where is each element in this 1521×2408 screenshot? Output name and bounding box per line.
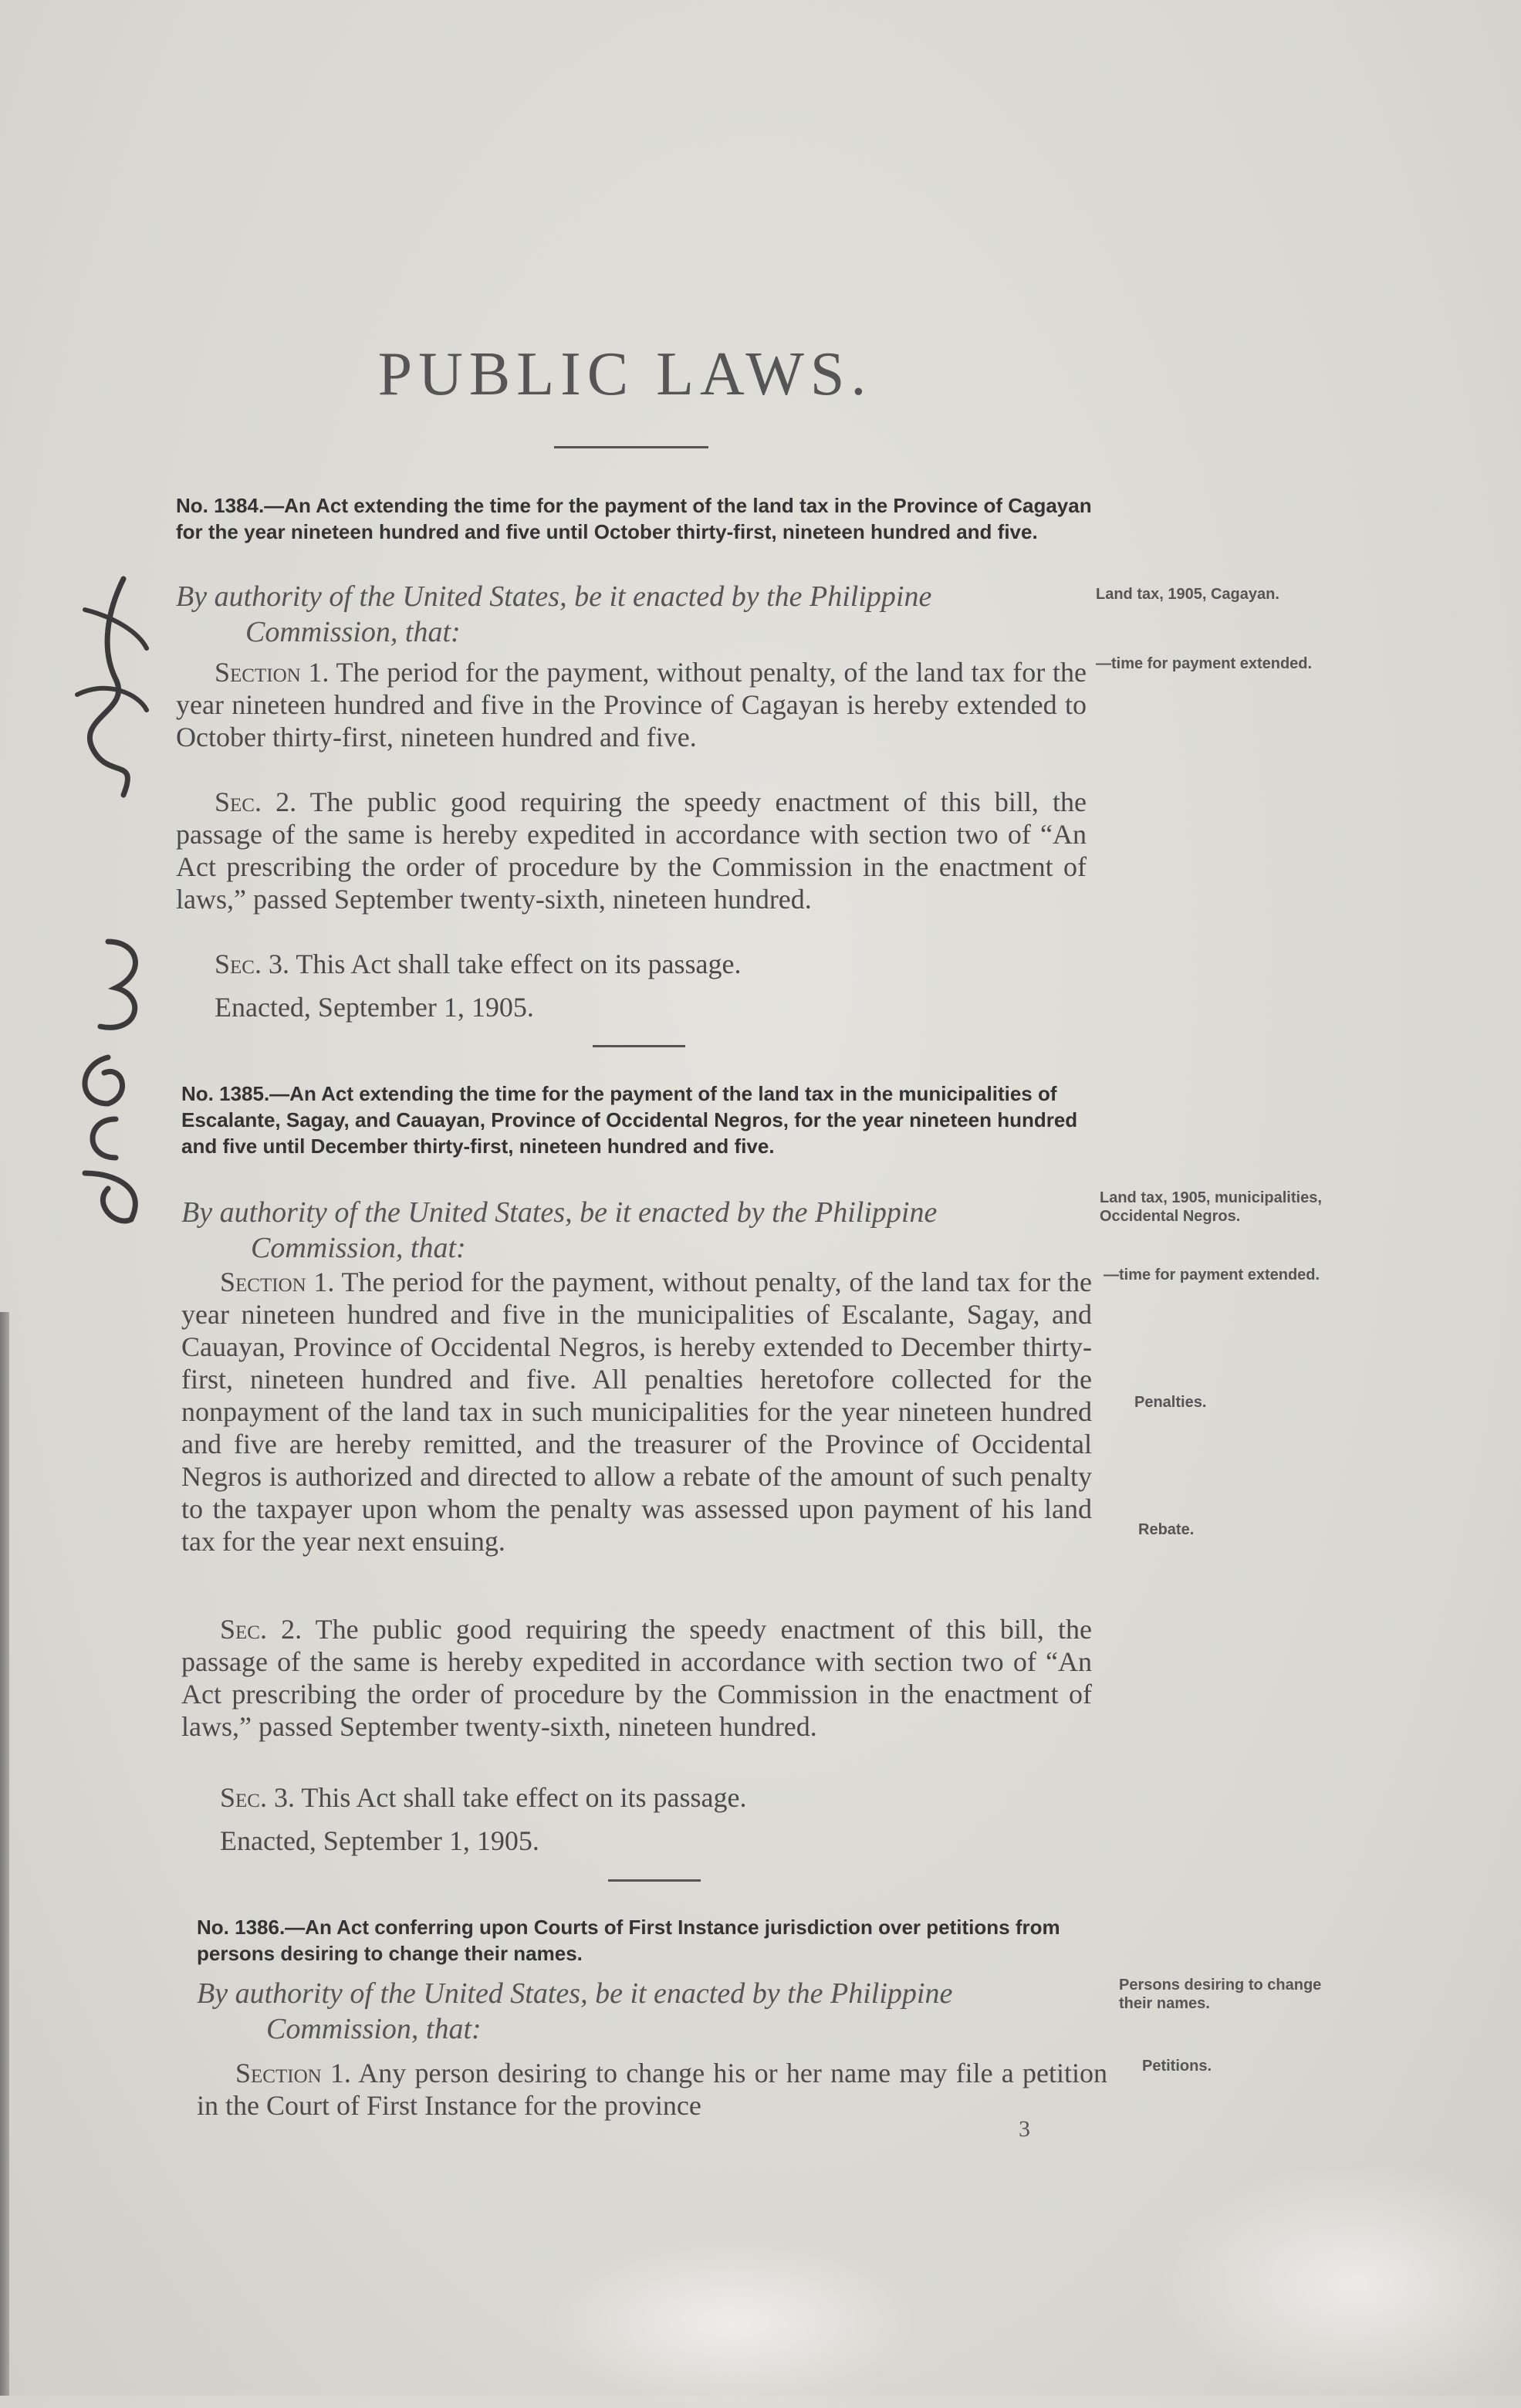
page-title: PUBLIC LAWS. xyxy=(377,340,873,408)
handwritten-note-lower xyxy=(31,926,170,1235)
enacting-clause: By authority of the United States, be it enacted by the Philippine Commission, that: xyxy=(181,1196,938,1264)
handwritten-note-upper xyxy=(31,563,170,818)
section-paragraph: Sec. 2. The public good requiring the speedy enactment of this bill, the passage of the same is hereby expedited in accordance with section two of “An Act prescribing the order of procedure by the Commission in the enactment of laws,” passed September twenty-sixth, nineteen hundred. xyxy=(181,1614,1093,1742)
margin-note: —time for payment extended. xyxy=(1096,655,1313,672)
page-number: 3 xyxy=(1019,2116,1030,2142)
act-number: No. 1385. xyxy=(181,1082,270,1105)
section-paragraph: Section 1. The period for the payment, without penalty, of the land tax for the year nineteen hundred and five in the municipalities of Escalante, Sagay, and Cauayan, Province of Occidental Negros, is hereby extended to December thirty-first, nineteen hundred and five. All penalties heretofore collected for the nonpayment of the land tax in such municipalities for the year nineteen hundred and five are hereby remitted, and the treasurer of the Province of Occidental Negros is authorized and directed to allow a rebate of the amount of such penalty to the taxpayer upon whom the penalty was assessed upon payment of his land tax for the year next ensuing. xyxy=(181,1267,1092,1557)
margin-note: Land tax, 1905, Cagayan. xyxy=(1096,586,1279,603)
act-title: —An Act extending the time for the payment of the land tax in the municipalities of Escalante, Sagay, and Cauayan, Province of Occidental Negros, for the year nineteen hundred and five until December thirty-first, nineteen hundred and five. xyxy=(181,1082,1078,1158)
section-paragraph: Section 1. Any person desiring to change his or her name may file a petition in the Court of First Instance for the province xyxy=(197,2058,1108,2121)
section-rule xyxy=(593,1045,685,1047)
title-rule xyxy=(554,446,708,448)
section-paragraph: Sec. 3. This Act shall take effect on its passage. xyxy=(215,949,742,979)
margin-note: Persons desiring to change their names. xyxy=(1119,1977,1322,2012)
act-title: —An Act conferring upon Courts of First Instance jurisdiction over petitions from persons desiring to change their names. xyxy=(197,1916,1060,1965)
act-heading xyxy=(197,1914,1123,1967)
act-number: No. 1384. xyxy=(176,494,265,517)
section-paragraph: Sec. 3. This Act shall take effect on its passage. xyxy=(220,1782,747,1813)
enacted-date: Enacted, September 1, 1905. xyxy=(215,992,534,1023)
margin-note: Land tax, 1905, municipalities, Occidental Negros. xyxy=(1100,1189,1322,1225)
enacted-date: Enacted, September 1, 1905. xyxy=(220,1825,539,1856)
act-number: No. 1386. xyxy=(197,1916,286,1939)
section-paragraph: Section 1. The period for the payment, without penalty, of the land tax for the year nineteen hundred and five in the Province of Cagayan is hereby extended to October thirty-first, nineteen hundred and five. xyxy=(176,657,1087,752)
act-heading xyxy=(181,1081,1107,1159)
enacting-clause: By authority of the United States, be it enacted by the Philippine Commission, that: xyxy=(197,1977,953,2045)
margin-note: Rebate. xyxy=(1138,1521,1195,1538)
margin-note: Penalties. xyxy=(1134,1394,1207,1411)
enacting-clause: By authority of the United States, be it enacted by the Philippine Commission, that: xyxy=(176,580,932,648)
margin-note: —time for payment extended. xyxy=(1104,1267,1320,1283)
section-paragraph: Sec. 2. The public good requiring the speedy enactment of this bill, the passage of the same is hereby expedited in accordance with section two of “An Act prescribing the order of procedure by the Commission in the enactment of laws,” passed September twenty-sixth, nineteen hundred. xyxy=(176,786,1087,915)
margin-note: Petitions. xyxy=(1142,2058,1212,2075)
act-title: —An Act extending the time for the payment of the land tax in the Province of Cagayan for the year nineteen hundred and five until October thirty-first, nineteen hundred and five. xyxy=(176,494,1092,543)
section-rule xyxy=(608,1879,701,1882)
act-heading xyxy=(176,492,1102,545)
